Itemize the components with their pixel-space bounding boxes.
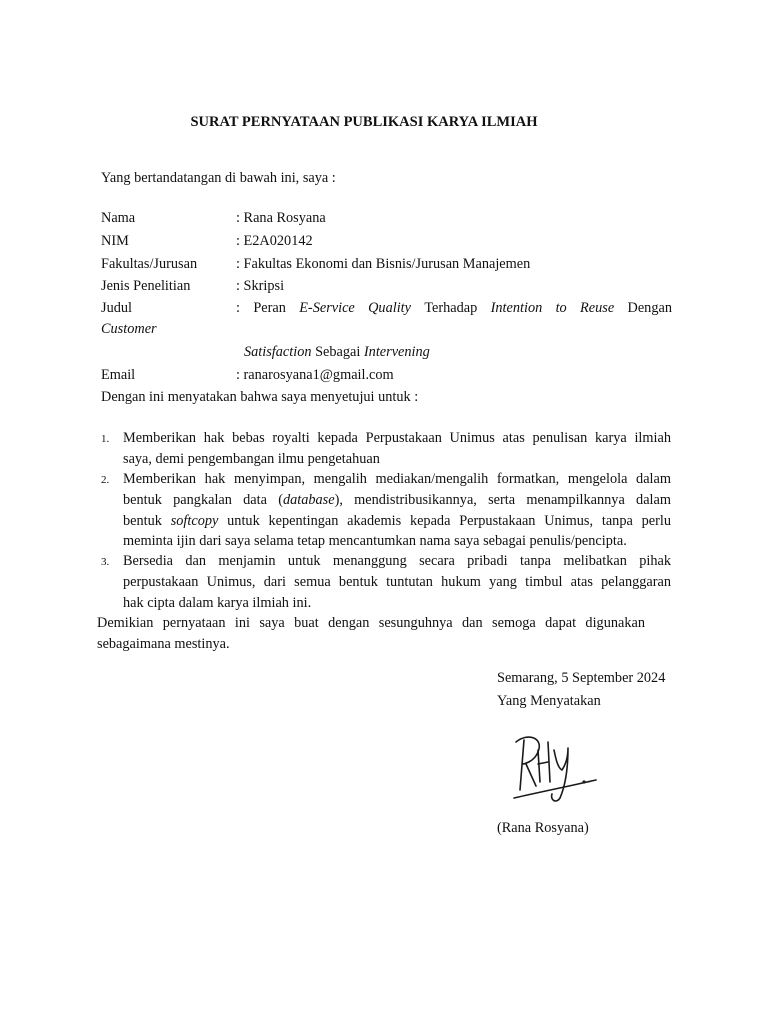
signer-role: Yang Menyatakan xyxy=(497,693,601,709)
list-item-3 xyxy=(123,551,671,613)
label-jenis-penelitian: Jenis Penelitian xyxy=(101,278,191,294)
list-number: 3. xyxy=(101,556,110,568)
value-nim: : E2A020142 xyxy=(236,233,313,249)
list-line: perpustakaan Unimus, dari semua bentuk tuntutan hukum yang timbul atas pelanggaran xyxy=(123,573,671,590)
place-date: Semarang, 5 September 2024 xyxy=(497,670,666,686)
list-line: Memberikan hak bebas royalti kepada Perpustakaan Unimus atas penulisan karya ilmiah xyxy=(123,430,671,446)
list-line: Bersedia dan menjamin untuk menanggung secara pribadi tanpa melibatkan pihak xyxy=(123,553,671,569)
list-line: saya, demi pengembangan ilmu pengetahuan xyxy=(123,450,380,467)
label-judul: Judul xyxy=(101,300,132,316)
judul-word: Satisfaction xyxy=(244,344,312,360)
judul-word: Peran xyxy=(253,300,286,316)
judul-word: Dengan xyxy=(627,300,672,316)
list-line: Memberikan hak menyimpan, mengalih mediakan/mengalih formatkan, mengelola dalam xyxy=(123,471,671,487)
value-judul-line1 xyxy=(236,300,672,317)
judul-word: Quality xyxy=(368,300,411,316)
label-fakultas: Fakultas/Jurusan xyxy=(101,256,198,272)
value-judul-customer: Customer xyxy=(101,321,157,337)
judul-word: to xyxy=(555,300,567,316)
judul-word: E-Service xyxy=(299,300,355,316)
signer-name: (Rana Rosyana) xyxy=(497,820,589,836)
list-item-1 xyxy=(123,428,671,470)
value-judul-line2 xyxy=(244,344,430,361)
judul-word: Intention xyxy=(490,300,543,316)
label-nama: Nama xyxy=(101,210,136,226)
label-nim: NIM xyxy=(101,233,129,249)
judul-word: Reuse xyxy=(580,300,615,316)
list-item-2 xyxy=(123,469,671,552)
list-number: 1. xyxy=(101,433,110,445)
judul-word: Terhadap xyxy=(424,300,478,316)
agree-intro: Dengan ini menyatakan bahwa saya menyetujui untuk : xyxy=(101,389,419,405)
closing-paragraph xyxy=(97,613,645,655)
list-number: 2. xyxy=(101,474,110,486)
value-nama: : Rana Rosyana xyxy=(236,210,326,226)
closing-line: Demikian pernyataan ini saya buat dengan sesunguhnya dan semoga dapat digunakan xyxy=(97,615,645,631)
label-email: Email xyxy=(101,367,136,383)
list-line: bentuk softcopy untuk kepentingan akademis kepada Perpustakaan Unimus, tanpa perlu xyxy=(123,512,671,529)
signature-image xyxy=(480,720,640,810)
list-line: bentuk pangkalan data (database), mendistribusikannya, serta menampilkannya dalam xyxy=(123,491,671,508)
list-line: meminta ijin dari saya selama tetap mencantumkan nama saya sebagai penulis/pencipta. xyxy=(123,533,627,550)
value-fakultas: : Fakultas Ekonomi dan Bisnis/Jurusan Manajemen xyxy=(236,256,531,272)
value-email: : ranarosyana1@gmail.com xyxy=(236,367,394,383)
closing-line: sebagaimana mestinya. xyxy=(97,635,230,652)
judul-word: : xyxy=(236,300,240,316)
intro-text: Yang bertandatangan di bawah ini, saya : xyxy=(101,170,336,186)
value-jenis-penelitian: : Skripsi xyxy=(236,278,285,294)
judul-word: Sebagai xyxy=(311,344,364,360)
judul-word: Intervening xyxy=(363,344,430,360)
list-line: hak cipta dalam karya ilmiah ini. xyxy=(123,594,312,611)
document-title: SURAT PERNYATAAN PUBLIKASI KARYA ILMIAH xyxy=(190,114,538,130)
